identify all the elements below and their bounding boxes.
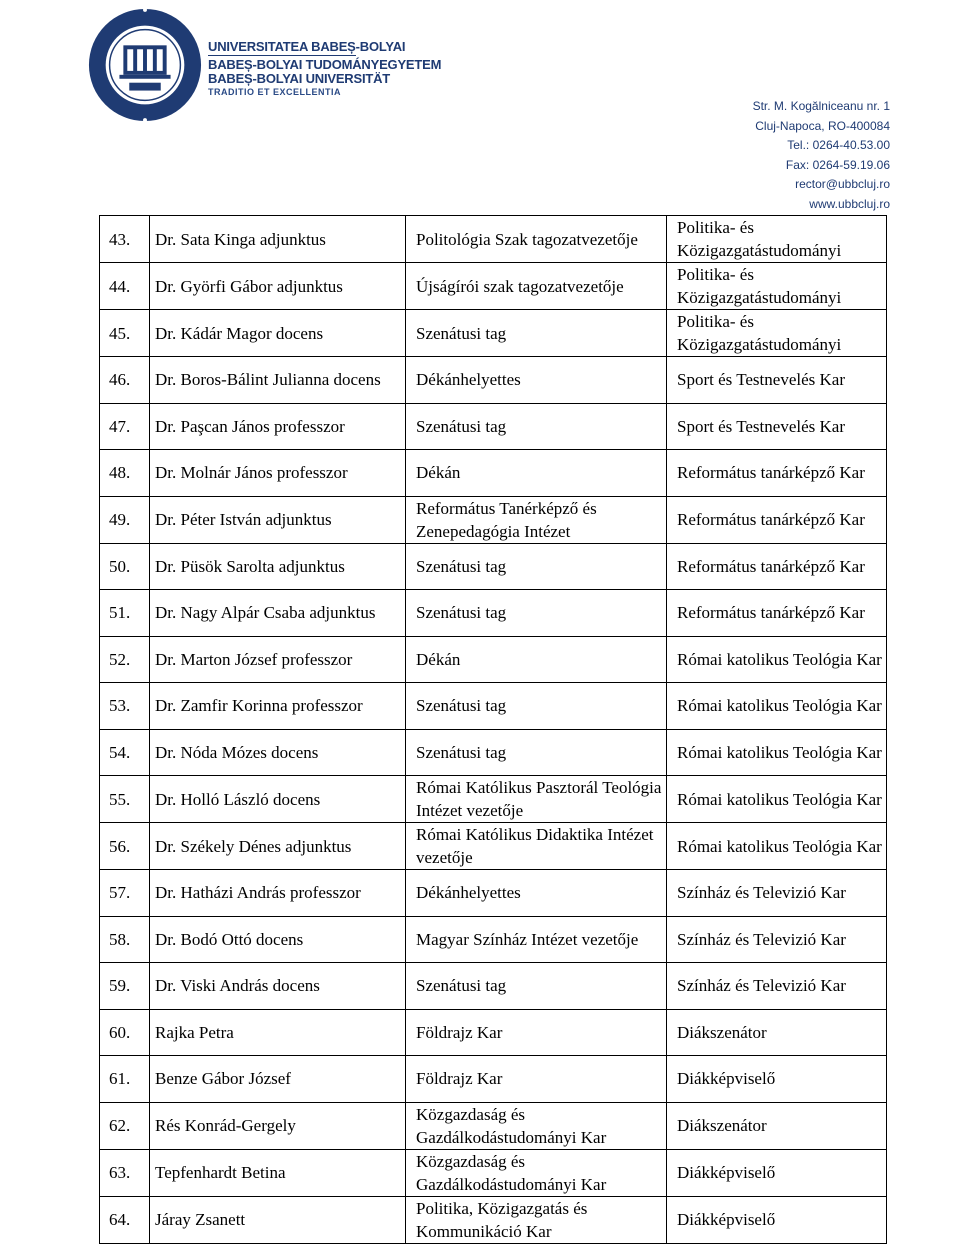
row-number: 63. [100, 1149, 150, 1196]
logo-divider [208, 55, 356, 56]
row-number: 52. [100, 636, 150, 683]
university-seal-logo [86, 6, 204, 124]
university-motto: TRADITIO ET EXCELLENTIA [208, 87, 341, 97]
member-faculty: Diákképviselő [667, 1056, 887, 1103]
row-number: 51. [100, 590, 150, 637]
member-name: Dr. Paşcan János professzor [150, 403, 406, 450]
member-role: Magyar Színház Intézet vezetője [406, 916, 667, 963]
member-table [99, 215, 887, 1244]
member-role: Római Katólikus Didaktika Intézet vezetője [406, 823, 667, 870]
row-number: 59. [100, 963, 150, 1010]
row-number: 61. [100, 1056, 150, 1103]
row-number: 60. [100, 1009, 150, 1056]
member-name: Dr. Györfi Gábor adjunktus [150, 263, 406, 310]
member-faculty: Római katolikus Teológia Kar [667, 636, 887, 683]
member-name: Dr. Nagy Alpár Csaba adjunktus [150, 590, 406, 637]
member-role: Szenátusi tag [406, 729, 667, 776]
member-role: Dékánhelyettes [406, 870, 667, 917]
row-number: 53. [100, 683, 150, 730]
member-name: Dr. Zamfir Korinna professzor [150, 683, 406, 730]
university-name-de: BABEȘ-BOLYAI UNIVERSITÄT [208, 71, 391, 86]
contact-address: Str. M. Kogălniceanu nr. 1 [752, 99, 890, 113]
member-faculty: Színház és Televizió Kar [667, 870, 887, 917]
member-role: Dékánhelyettes [406, 357, 667, 404]
row-number: 50. [100, 543, 150, 590]
member-name: Rajka Petra [150, 1009, 406, 1056]
table-row [100, 403, 887, 450]
member-faculty: Református tanárképző Kar [667, 543, 887, 590]
member-role: Politológia Szak tagozatvezetője [406, 216, 667, 263]
table-row [100, 543, 887, 590]
table-row [100, 916, 887, 963]
contact-website: www.ubbcluj.ro [809, 196, 890, 211]
member-role: Szenátusi tag [406, 310, 667, 357]
contact-email: rector@ubbcluj.ro [795, 177, 890, 191]
member-name: Tepfenhardt Betina [150, 1149, 406, 1196]
member-name: Dr. Holló László docens [150, 776, 406, 823]
table-row [100, 1149, 887, 1196]
row-number: 49. [100, 496, 150, 543]
row-number: 45. [100, 310, 150, 357]
table-row [100, 776, 887, 823]
member-faculty: Diákszenátor [667, 1102, 887, 1149]
member-role: Szenátusi tag [406, 403, 667, 450]
row-number: 64. [100, 1196, 150, 1243]
table-row [100, 216, 887, 263]
member-faculty: Színház és Televizió Kar [667, 963, 887, 1010]
member-faculty: Sport és Testnevelés Kar [667, 403, 887, 450]
member-role: Közgazdaság és Gazdálkodástudományi Kar [406, 1149, 667, 1196]
member-faculty: Színház és Televizió Kar [667, 916, 887, 963]
member-table-body [100, 216, 887, 1244]
contact-city: Cluj-Napoca, RO-400084 [755, 118, 890, 133]
member-faculty: Diákszenátor [667, 1009, 887, 1056]
table-row [100, 1009, 887, 1056]
row-number: 43. [100, 216, 150, 263]
table-row [100, 590, 887, 637]
member-faculty: Római katolikus Teológia Kar [667, 776, 887, 823]
row-number: 55. [100, 776, 150, 823]
table-row [100, 263, 887, 310]
member-role: Szenátusi tag [406, 543, 667, 590]
member-faculty: Református tanárképző Kar [667, 496, 887, 543]
table-row [100, 636, 887, 683]
table-row [100, 1056, 887, 1103]
member-name: Benze Gábor József [150, 1056, 406, 1103]
member-name: Dr. Viski András docens [150, 963, 406, 1010]
member-role: Politika, Közigazgatás és Kommunikáció Kar [406, 1196, 667, 1243]
table-row [100, 496, 887, 543]
member-name: Dr. Sata Kinga adjunktus [150, 216, 406, 263]
member-faculty: Református tanárképző Kar [667, 590, 887, 637]
table-row [100, 963, 887, 1010]
row-number: 47. [100, 403, 150, 450]
member-role: Dékán [406, 636, 667, 683]
letterhead [0, 0, 960, 215]
member-name: Dr. Bodó Ottó docens [150, 916, 406, 963]
row-number: 44. [100, 263, 150, 310]
member-name: Dr. Kádár Magor docens [150, 310, 406, 357]
member-name: Járay Zsanett [150, 1196, 406, 1243]
row-number: 46. [100, 357, 150, 404]
member-faculty: Református tanárképző Kar [667, 450, 887, 497]
member-faculty: Római katolikus Teológia Kar [667, 683, 887, 730]
row-number: 62. [100, 1102, 150, 1149]
table-row [100, 450, 887, 497]
member-role: Szenátusi tag [406, 963, 667, 1010]
table-row [100, 1102, 887, 1149]
member-name: Dr. Péter István adjunktus [150, 496, 406, 543]
member-faculty: Sport és Testnevelés Kar [667, 357, 887, 404]
table-row [100, 357, 887, 404]
row-number: 58. [100, 916, 150, 963]
member-faculty: Politika- és Közigazgatástudományi [667, 216, 887, 263]
table-row [100, 823, 887, 870]
member-role: Szenátusi tag [406, 590, 667, 637]
member-role: Szenátusi tag [406, 683, 667, 730]
member-name: Dr. Marton József professzor [150, 636, 406, 683]
table-row [100, 1196, 887, 1243]
member-name: Dr. Székely Dénes adjunktus [150, 823, 406, 870]
member-faculty: Római katolikus Teológia Kar [667, 729, 887, 776]
member-faculty: Politika- és Közigazgatástudományi [667, 263, 887, 310]
member-name: Dr. Püsök Sarolta adjunktus [150, 543, 406, 590]
row-number: 56. [100, 823, 150, 870]
member-role: Református Tanérképző és Zenepedagógia Intézet [406, 496, 667, 543]
member-faculty: Diákképviselő [667, 1149, 887, 1196]
table-row [100, 870, 887, 917]
member-role: Földrajz Kar [406, 1056, 667, 1103]
member-role: Földrajz Kar [406, 1009, 667, 1056]
member-role: Dékán [406, 450, 667, 497]
member-name: Dr. Molnár János professzor [150, 450, 406, 497]
member-role: Újságírói szak tagozatvezetője [406, 263, 667, 310]
member-faculty: Politika- és Közigazgatástudományi [667, 310, 887, 357]
row-number: 54. [100, 729, 150, 776]
contact-phone: Tel.: 0264-40.53.00 [787, 138, 890, 152]
contact-fax: Fax: 0264-59.19.06 [785, 157, 890, 172]
contact-block [753, 97, 890, 214]
university-name [208, 40, 441, 97]
row-number: 57. [100, 870, 150, 917]
member-role: Közgazdaság és Gazdálkodástudományi Kar [406, 1102, 667, 1149]
member-faculty: Római katolikus Teológia Kar [667, 823, 887, 870]
member-name: Dr. Boros-Bálint Julianna docens [150, 357, 406, 404]
row-number: 48. [100, 450, 150, 497]
university-name-hu: BABEȘ-BOLYAI TUDOMÁNYEGYETEM [208, 57, 442, 72]
member-faculty: Diákképviselő [667, 1196, 887, 1243]
table-row [100, 683, 887, 730]
member-name: Rés Konrád-Gergely [150, 1102, 406, 1149]
member-role: Római Katólikus Pasztorál Teológia Intézet vezetője [406, 776, 667, 823]
university-name-ro: UNIVERSITATEA BABEȘ-BOLYAI [208, 39, 406, 54]
member-name: Dr. Nóda Mózes docens [150, 729, 406, 776]
member-name: Dr. Hatházi András professzor [150, 870, 406, 917]
table-row [100, 729, 887, 776]
table-row [100, 310, 887, 357]
